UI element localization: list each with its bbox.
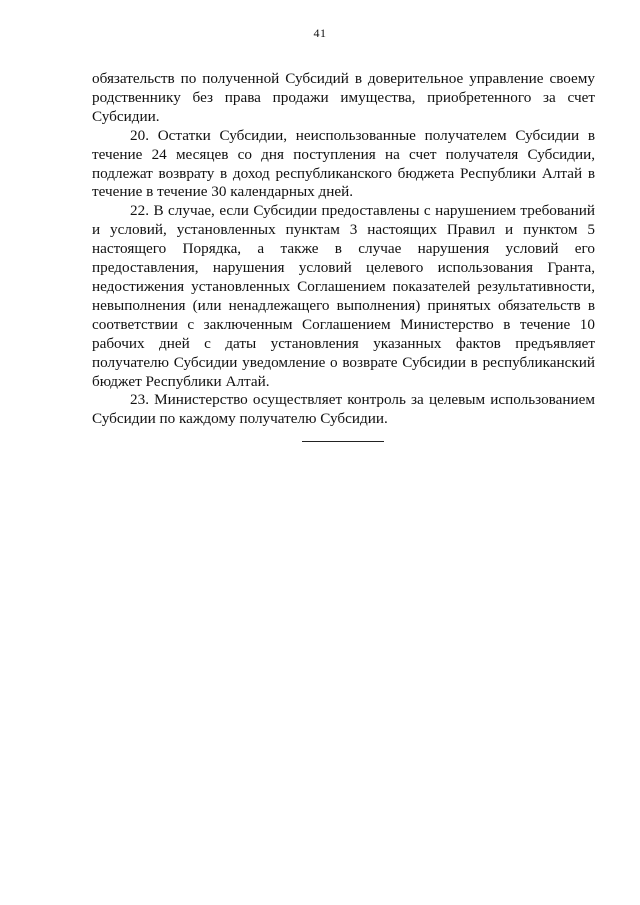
paragraph-item-23: 23. Министерство осуществляет контроль за целевым использованием Субсидии по каждому получателю Субсидии.	[92, 391, 595, 428]
page-number: 41	[313, 26, 327, 40]
paragraph-continuation: обязательств по полученной Субсидий в доверительное управление своему родственнику без права продажи имущества, приобретенного за счет Субсидии.	[92, 70, 595, 125]
paragraph-item-22: 22. В случае, если Субсидии предоставлены с нарушением требований и условий, установленных пунктам 3 настоящих Правил и пунктом 5 настоящего Порядка, а также в случае нарушения условий его предоставления, нарушения условий целевого использования Гранта, недостижения установленных Соглашением показателей результативности, невыполнения (или ненадлежащего выполнения) принятых обязательств в соответствии с заключенным Соглашением Министерство в течение 10 рабочих дней с даты установления указанных фактов предъявляет получателю Субсидии уведомление о возврате Субсидии в республиканский бюджет Республики Алтай.	[92, 202, 595, 390]
paragraph-item-20: 20. Остатки Субсидии, неиспользованные получателем Субсидии в течение 24 месяцев со дня поступления на счет получателя Субсидии, подлежат возврату в доход республиканского бюджета Республики Алтай в течение в течение 30 календарных дней.	[92, 126, 595, 201]
end-of-document-rule	[302, 441, 384, 442]
document-body	[92, 70, 595, 429]
